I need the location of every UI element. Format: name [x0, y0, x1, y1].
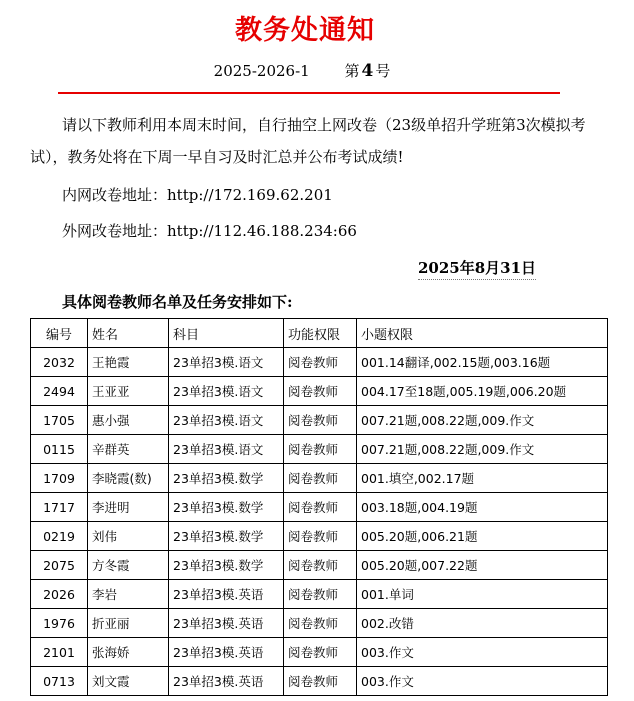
cell-subject: 23单招3模.语文 — [169, 406, 284, 435]
cell-id: 1976 — [31, 609, 88, 638]
header-name: 姓名 — [88, 319, 169, 348]
cell-subject: 23单招3模.数学 — [169, 522, 284, 551]
cell-role: 阅卷教师 — [284, 406, 357, 435]
cell-role: 阅卷教师 — [284, 667, 357, 696]
cell-tasks: 002.改错 — [357, 609, 608, 638]
cell-tasks: 007.21题,008.22题,009.作文 — [357, 435, 608, 464]
table-row — [31, 667, 608, 696]
cell-name: 刘文霞 — [88, 667, 169, 696]
notice-title: 教务处通知 — [235, 15, 375, 46]
cell-id: 2026 — [31, 580, 88, 609]
cell-id: 0219 — [31, 522, 88, 551]
cell-id: 0713 — [31, 667, 88, 696]
table-row — [31, 493, 608, 522]
cell-name: 折亚丽 — [88, 609, 169, 638]
grader-table — [30, 318, 608, 696]
cell-subject: 23单招3模.数学 — [169, 464, 284, 493]
cell-id: 1717 — [31, 493, 88, 522]
table-row — [31, 348, 608, 377]
cell-id: 1709 — [31, 464, 88, 493]
cell-role: 阅卷教师 — [284, 348, 357, 377]
cell-name: 李岩 — [88, 580, 169, 609]
cell-name: 刘伟 — [88, 522, 169, 551]
cell-role: 阅卷教师 — [284, 464, 357, 493]
cell-id: 2032 — [31, 348, 88, 377]
cell-id: 1705 — [31, 406, 88, 435]
cell-name: 张海娇 — [88, 638, 169, 667]
cell-name: 李进明 — [88, 493, 169, 522]
cell-role: 阅卷教师 — [284, 377, 357, 406]
term-label: 2025-2026-1 — [213, 62, 310, 80]
cell-name: 方冬霞 — [88, 551, 169, 580]
cell-tasks: 001.14翻译,002.15题,003.16题 — [357, 348, 608, 377]
cell-role: 阅卷教师 — [284, 493, 357, 522]
cell-tasks: 001.单词 — [357, 580, 608, 609]
cell-role: 阅卷教师 — [284, 609, 357, 638]
table-row — [31, 522, 608, 551]
cell-tasks: 004.17至18题,005.19题,006.20题 — [357, 377, 608, 406]
table-row — [31, 580, 608, 609]
issue-line — [0, 60, 604, 81]
header-tasks: 小题权限 — [357, 319, 608, 348]
cell-role: 阅卷教师 — [284, 435, 357, 464]
cell-subject: 23单招3模.语文 — [169, 377, 284, 406]
cell-tasks: 005.20题,006.21题 — [357, 522, 608, 551]
table-row — [31, 638, 608, 667]
cell-id: 0115 — [31, 435, 88, 464]
cell-subject: 23单招3模.英语 — [169, 638, 284, 667]
issue-prefix: 第 — [344, 62, 360, 80]
issue-suffix: 号 — [375, 62, 391, 80]
cell-role: 阅卷教师 — [284, 638, 357, 667]
cell-name: 辛群英 — [88, 435, 169, 464]
cell-id: 2494 — [31, 377, 88, 406]
cell-tasks: 003.18题,004.19题 — [357, 493, 608, 522]
cell-subject: 23单招3模.英语 — [169, 609, 284, 638]
notice-date: 2025年8月31日 — [418, 257, 536, 280]
cell-subject: 23单招3模.数学 — [169, 551, 284, 580]
cell-subject: 23单招3模.语文 — [169, 348, 284, 377]
issue-number: 4 — [361, 61, 374, 81]
cell-subject: 23单招3模.语文 — [169, 435, 284, 464]
table-row — [31, 377, 608, 406]
table-row — [31, 464, 608, 493]
cell-name: 王亚亚 — [88, 377, 169, 406]
cell-id: 2075 — [31, 551, 88, 580]
list-heading: 具体阅卷教师名单及任务安排如下: — [62, 293, 293, 311]
cell-tasks: 005.20题,007.22题 — [357, 551, 608, 580]
cell-subject: 23单招3模.数学 — [169, 493, 284, 522]
cell-tasks: 003.作文 — [357, 638, 608, 667]
table-row — [31, 435, 608, 464]
cell-name: 王艳霞 — [88, 348, 169, 377]
cell-name: 惠小强 — [88, 406, 169, 435]
cell-role: 阅卷教师 — [284, 580, 357, 609]
cell-name: 李晓霞(数) — [88, 464, 169, 493]
cell-subject: 23单招3模.英语 — [169, 580, 284, 609]
intranet-address — [62, 184, 333, 205]
table-header-row — [31, 319, 608, 348]
cell-role: 阅卷教师 — [284, 522, 357, 551]
extranet-url: http://112.46.188.234:66 — [167, 222, 357, 240]
red-divider — [58, 92, 560, 94]
extranet-address — [62, 220, 357, 241]
table-row — [31, 609, 608, 638]
table-row — [31, 406, 608, 435]
header-id: 编号 — [31, 319, 88, 348]
intranet-url: http://172.169.62.201 — [167, 186, 333, 204]
cell-role: 阅卷教师 — [284, 551, 357, 580]
extranet-label: 外网改卷地址： — [62, 222, 168, 240]
cell-subject: 23单招3模.英语 — [169, 667, 284, 696]
header-role: 功能权限 — [284, 319, 357, 348]
cell-tasks: 007.21题,008.22题,009.作文 — [357, 406, 608, 435]
table-row — [31, 551, 608, 580]
notice-paragraph: 请以下教师利用本周末时间，自行抽空上网改卷（23级单招升学班第3次模拟考试），教务处将在下周一早自习及时汇总并公布考试成绩! — [30, 116, 586, 166]
cell-id: 2101 — [31, 638, 88, 667]
intranet-label: 内网改卷地址： — [62, 186, 168, 204]
cell-tasks: 001.填空,002.17题 — [357, 464, 608, 493]
cell-tasks: 003.作文 — [357, 667, 608, 696]
header-subject: 科目 — [169, 319, 284, 348]
